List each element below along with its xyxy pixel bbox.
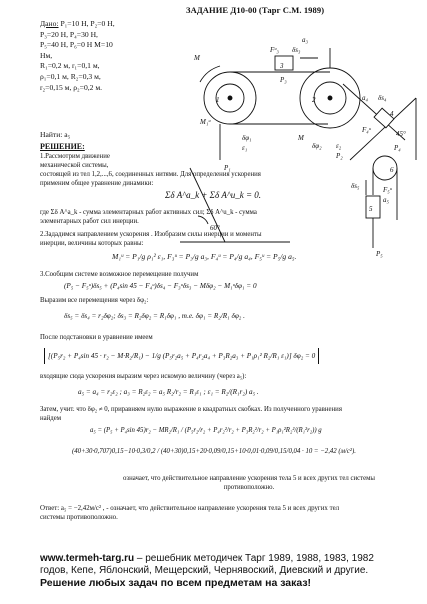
- text-line: механической системы,: [40, 162, 109, 169]
- diagram-label: P₃: [280, 76, 287, 84]
- diagram-label: δs₅: [351, 182, 360, 190]
- step4-intro: После подстановки в уравнение имеем: [40, 334, 153, 341]
- given-row: Нм,: [40, 50, 53, 60]
- text-line: где Σδ A^a_k - сумма элементарных работ активных сил; Σδ A^u_k - сумма: [40, 209, 257, 216]
- acceleration-relations: a₅ = a₄ = r₂ε₂ ; a₃ = R₂ε₂ = a₅ R₂/r₂ = R₁ε₁ ; ε₁ = R₂/(R₁r₂) a₅ .: [78, 388, 259, 396]
- step3-expr-intro: Выразим все перемещения через δφ₂:: [40, 297, 149, 304]
- text-line: элементарных работ сил инерции.: [40, 218, 139, 225]
- virtual-work-equation: (P₅ − F₅ᵘ)δs₅ + (P₄sin 45 − F₄ᵘ)δs₄ − F₃ᵘδs₃ − Mδφ₂ − M₁ᵘδφ₁ = 0: [64, 282, 257, 290]
- text-line: найдем: [40, 415, 62, 422]
- step3-text: [40, 270, 412, 279]
- footer-line1-text: – решебник методичек Тарг 1989, 1988, 1983, 1982: [134, 553, 374, 564]
- footer-ad: [40, 553, 410, 589]
- step1-explanation: [40, 208, 412, 226]
- footer-line3: Решение любых задач по всем предметам на заказ!: [40, 577, 312, 589]
- given-row-text: P₁=10 Н, P₂=0 Н,: [60, 19, 115, 28]
- text-line: противоположно.: [223, 484, 275, 491]
- diagram-label: 4: [390, 110, 394, 118]
- diagram-label: 3: [280, 62, 284, 70]
- displacement-expressions: δs₅ = δs₄ = r₂δφ₂; δs₃ = R₂δφ₂ = R₁δφ₁ , т.е. δφ₁ = R₂/R₁ δφ₂ .: [64, 312, 245, 320]
- diagram-label: δφ₁: [242, 134, 252, 142]
- text-line: инерции, величины которых равны:: [40, 240, 144, 247]
- text-line: 3.Сообщим системе возможное перемещение получим: [40, 271, 199, 278]
- text-line: 1.Рассмотрим движение: [40, 153, 110, 160]
- answer-line: Ответ: a₅ = −2,42м/c² , - означает, что действительное направление ускорения тела 5 и всех других тел: [40, 505, 340, 512]
- given-row: R₁=0,2 м, r₁=0,1 м,: [40, 61, 100, 71]
- diagram-label: M₁ᵘ: [200, 118, 211, 126]
- answer-line: системы противоположно.: [40, 514, 118, 521]
- given-row: P₃=20 Н, P₄=30 Н,: [40, 29, 98, 39]
- footer-url[interactable]: www.termeh-targ.ru: [40, 553, 135, 564]
- step5-note: [84, 474, 414, 492]
- step1-text: [40, 152, 412, 188]
- diagram-label: δφ₂: [312, 142, 322, 150]
- diagram-label: a₄: [362, 94, 368, 102]
- diagram-label: P₁: [224, 164, 231, 172]
- diagram-label: F₅ᵘ: [383, 186, 392, 194]
- given-label: Дано:: [40, 19, 59, 28]
- diagram-label: ε₁: [242, 144, 248, 152]
- diagram-label: 6: [390, 166, 394, 174]
- diagram-label: a₃: [302, 36, 308, 44]
- given-row: ρ₁=0,1 м, R₂=0,3 м,: [40, 71, 101, 81]
- answer-block: [40, 504, 418, 522]
- diagram-label: δs₃: [292, 46, 301, 54]
- solution-heading: РЕШЕНИЕ:: [40, 142, 85, 151]
- diagram-label: Fᵘ₃: [270, 46, 279, 54]
- diagram-label: 60°: [210, 224, 220, 232]
- diagram-label: M: [194, 54, 200, 62]
- diagram-label: ε₂: [336, 142, 342, 150]
- text-line: состоящей из тел 1,2,...,6, соединенных нитями. Для определения ускорения: [40, 171, 261, 178]
- diagram-label: 1: [216, 96, 220, 104]
- a5-formula: a₅ = (P₅ + P₄sin 45)r₂ − MR₂/R₁ / (P₅r₂/r₂ + P₄r₂²/r₂ + P₃R₂²/r₂ + P₁ρ₁²R₂²/(R₁²r₂)) g: [90, 427, 322, 434]
- diagram-label: P₂: [336, 152, 343, 160]
- step5-text: [40, 405, 415, 423]
- given-row: P₅=40 Н, P₆=0 Н M=10: [40, 40, 113, 50]
- find-line: Найти: a₅: [40, 130, 71, 139]
- text-line: 2.Зададимся направлением ускорения . Изобразим силы инерции и моменты: [40, 231, 262, 238]
- diagram-label: P₄: [394, 144, 401, 152]
- step4-intro2: входящие сюда ускорения выразим через искомую величину (через a₅):: [40, 373, 247, 380]
- text-line: означает, что действительное направление ускорения тела 5 и всех других тел системы: [123, 475, 375, 482]
- diagram-label: P₅: [376, 250, 383, 258]
- diagram-label: 5: [369, 205, 373, 213]
- general-dynamics-equation: Σδ A^a_k + Σδ A^u_k = 0.: [165, 190, 262, 200]
- a5-numeric: (40+30·0,707)0,15−10·0,3/0,2 / (40+30)0,15+20·0,09/0,15+10·0,01·0,09/0,15/0,04 · 10 = −2,42 (м/с²).: [72, 448, 356, 455]
- diagram-label: 45°: [396, 130, 406, 138]
- diagram-label: δs₄: [378, 94, 387, 102]
- footer-line2: годов, Кепе, Яблонский, Мещерский, Чернявоский, Диевский и другие.: [40, 565, 369, 576]
- substituted-equation: [(P₅r₂ + P₄sin 45 · r₂ − M·R₂/R₁) − 1/g (P₅r₂a₅ + P₄r₂a₄ + P₃R₂a₃ + P₁ρ₁² R₂/R₁ ε₁)] δφ₂ = 0: [44, 348, 319, 364]
- diagram-label: 2: [312, 96, 316, 104]
- text-line: Затем, учит. что δφ₂ ≠ 0, приравняем нулю выражение в квадратных скобках. Из полученного уравнения: [40, 406, 342, 413]
- diagram-label: M: [298, 134, 304, 142]
- diagram-label: a₅: [383, 196, 389, 204]
- diagram-label: F₄ᵘ: [362, 126, 371, 134]
- inertia-forces-equation: M₁ᵘ = P₁/g ρ₁² ε₁, F₃ᵘ = P₃/g a₃, F₄ᵘ = P₄/g a₄, F₅ᵘ = P₅/g a₅.: [112, 252, 297, 261]
- page-title: ЗАДАНИЕ Д10-00 (Тарг С.М. 1989): [186, 5, 325, 15]
- footer-line1: [40, 553, 410, 564]
- step2-text: [40, 230, 412, 248]
- text-line: применим общее уравнение динамики:: [40, 180, 154, 187]
- given-row: r₂=0,15 м, ρ₂=0,2 м.: [40, 82, 103, 92]
